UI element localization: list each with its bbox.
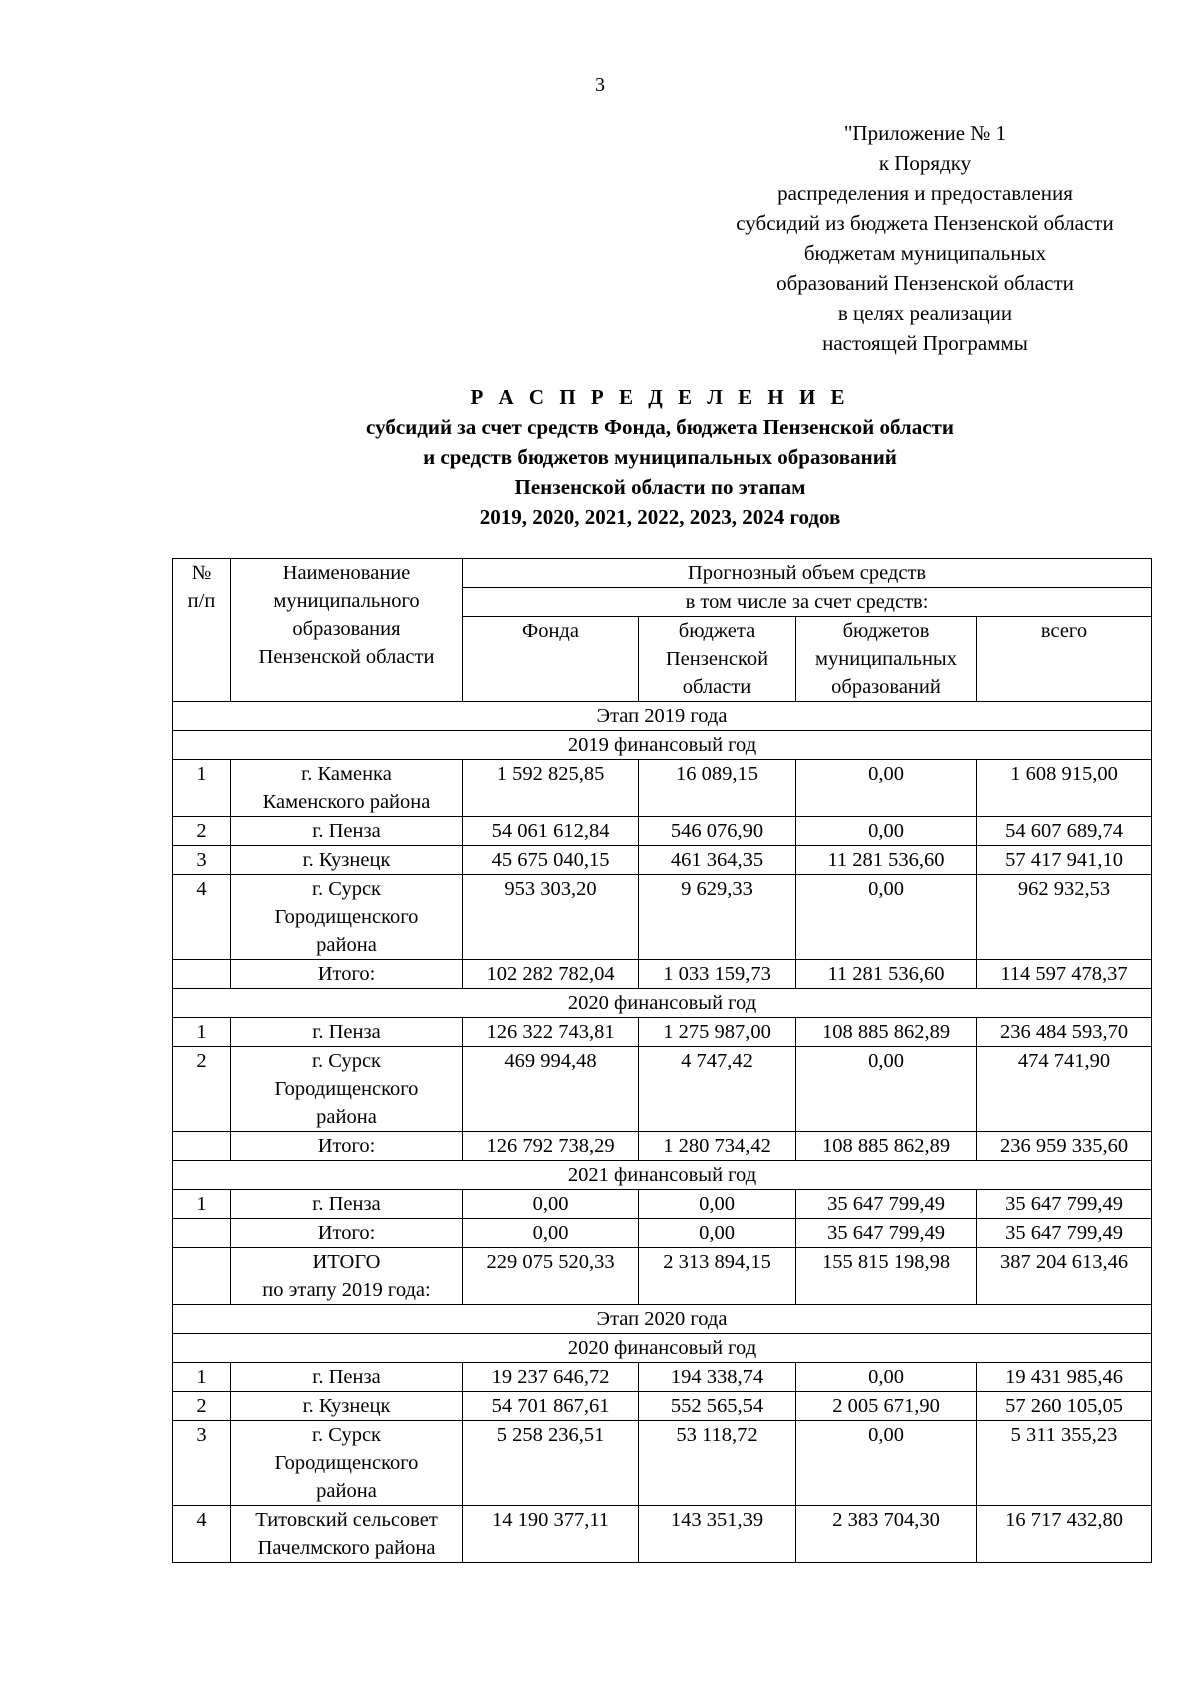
cell-fund: 126 792 738,29 — [463, 1132, 639, 1161]
municipality-name-line: района — [316, 934, 377, 956]
cell-regional: 143 351,39 — [639, 1506, 796, 1563]
cell-regional: 461 364,35 — [639, 846, 796, 875]
municipality-name-line: Каменского района — [262, 791, 431, 813]
cell-total: 236 959 335,60 — [977, 1132, 1152, 1161]
header-text: бюджетов — [842, 620, 930, 642]
municipality-name — [231, 1190, 463, 1219]
municipality-name-line: Итого: — [317, 1135, 376, 1157]
municipality-name — [231, 960, 463, 989]
municipality-name-line: г. Сурск — [311, 1050, 382, 1072]
municipality-name — [231, 1506, 463, 1563]
cell-regional: 1 275 987,00 — [639, 1018, 796, 1047]
cell-regional: 552 565,54 — [639, 1392, 796, 1421]
table-row — [173, 960, 1152, 989]
row-number: 3 — [173, 1421, 231, 1506]
municipality-name — [231, 1018, 463, 1047]
cell-municipal: 2 005 671,90 — [796, 1392, 977, 1421]
municipality-name — [231, 1363, 463, 1392]
cell-municipal: 0,00 — [796, 875, 977, 960]
cell-total: 19 431 985,46 — [977, 1363, 1152, 1392]
cell-total: 474 741,90 — [977, 1047, 1152, 1132]
cell-regional: 2 313 894,15 — [639, 1248, 796, 1305]
cell-total: 387 204 613,46 — [977, 1248, 1152, 1305]
cell-municipal: 0,00 — [796, 817, 977, 846]
municipality-name-line: г. Сурск — [311, 878, 382, 900]
municipality-name-line: района — [316, 1106, 377, 1128]
municipality-name — [231, 1132, 463, 1161]
header-regional — [639, 617, 796, 702]
cell-municipal: 11 281 536,60 — [796, 846, 977, 875]
header-text: Пензенской — [665, 648, 769, 670]
section-title: 2021 финансовый год — [173, 1161, 1152, 1190]
row-number: 2 — [173, 817, 231, 846]
appendix-block — [690, 118, 1160, 358]
municipality-name-line: Городищенского — [274, 906, 419, 928]
municipality-name — [231, 1392, 463, 1421]
row-number: 1 — [173, 1018, 231, 1047]
title-line: субсидий за счет средств Фонда, бюджета Пензенской области — [366, 415, 954, 439]
table-row — [173, 1018, 1152, 1047]
table-row — [173, 1190, 1152, 1219]
row-number: 4 — [173, 1506, 231, 1563]
row-number: 1 — [173, 1190, 231, 1219]
cell-total: 57 417 941,10 — [977, 846, 1152, 875]
cell-municipal: 155 815 198,98 — [796, 1248, 977, 1305]
cell-regional: 0,00 — [639, 1219, 796, 1248]
cell-total: 5 311 355,23 — [977, 1421, 1152, 1506]
municipality-name-line: г. Сурск — [311, 1424, 382, 1446]
row-number — [173, 1248, 231, 1305]
section-title: 2020 финансовый год — [173, 1334, 1152, 1363]
cell-regional: 53 118,72 — [639, 1421, 796, 1506]
appendix-line: бюджетам муниципальных — [803, 241, 1047, 265]
cell-regional: 16 089,15 — [639, 760, 796, 817]
cell-municipal: 108 885 862,89 — [796, 1132, 977, 1161]
row-number: 1 — [173, 760, 231, 817]
cell-fund: 54 701 867,61 — [463, 1392, 639, 1421]
header-text: Пензенской области — [258, 646, 435, 668]
cell-fund: 19 237 646,72 — [463, 1363, 639, 1392]
header-text: муниципальных — [815, 648, 957, 670]
table-row — [173, 817, 1152, 846]
municipality-name — [231, 1047, 463, 1132]
municipality-name-line: Пачелмского района — [257, 1537, 436, 1559]
cell-regional: 9 629,33 — [639, 875, 796, 960]
header-text: п/п — [187, 590, 216, 612]
header-name — [231, 559, 463, 702]
table-row — [173, 1363, 1152, 1392]
cell-total: 16 717 432,80 — [977, 1506, 1152, 1563]
page-number: 3 — [595, 74, 605, 96]
municipality-name — [231, 1219, 463, 1248]
cell-fund: 102 282 782,04 — [463, 960, 639, 989]
cell-fund: 126 322 743,81 — [463, 1018, 639, 1047]
header-text: бюджета — [678, 620, 756, 642]
row-number: 2 — [173, 1047, 231, 1132]
municipality-name — [231, 760, 463, 817]
section-title: 2019 финансовый год — [173, 731, 1152, 760]
table-row — [173, 1132, 1152, 1161]
cell-municipal: 35 647 799,49 — [796, 1219, 977, 1248]
cell-total: 114 597 478,37 — [977, 960, 1152, 989]
municipality-name — [231, 817, 463, 846]
row-number: 4 — [173, 875, 231, 960]
appendix-line: распределения и предоставления — [777, 181, 1073, 205]
cell-municipal: 0,00 — [796, 760, 977, 817]
municipality-name-line: Итого: — [317, 963, 376, 985]
cell-fund: 229 075 520,33 — [463, 1248, 639, 1305]
cell-total: 57 260 105,05 — [977, 1392, 1152, 1421]
cell-total: 54 607 689,74 — [977, 817, 1152, 846]
cell-total: 1 608 915,00 — [977, 760, 1152, 817]
row-number: 1 — [173, 1363, 231, 1392]
header-forecast: Прогнозный объем средств — [463, 559, 1152, 588]
municipality-name-line: Городищенского — [274, 1078, 419, 1100]
section-title: Этап 2019 года — [173, 702, 1152, 731]
municipality-name-line: Городищенского — [274, 1452, 419, 1474]
municipality-name-line: г. Пенза — [312, 1021, 381, 1043]
title-line: Пензенской области по этапам — [514, 475, 806, 499]
appendix-line: "Приложение № 1 — [843, 121, 1007, 145]
cell-total: 35 647 799,49 — [977, 1219, 1152, 1248]
municipality-name-line: г. Пенза — [312, 1366, 381, 1388]
appendix-line: настоящей Программы — [822, 331, 1028, 355]
header-fund: Фонда — [463, 617, 639, 702]
municipality-name-line: ИТОГО — [312, 1251, 381, 1273]
municipality-name — [231, 846, 463, 875]
appendix-line: образований Пензенской области — [776, 271, 1074, 295]
cell-fund: 953 303,20 — [463, 875, 639, 960]
cell-regional: 4 747,42 — [639, 1047, 796, 1132]
header-num — [173, 559, 231, 702]
cell-total: 236 484 593,70 — [977, 1018, 1152, 1047]
municipality-name-line: района — [316, 1480, 377, 1502]
cell-municipal: 2 383 704,30 — [796, 1506, 977, 1563]
municipality-name — [231, 1248, 463, 1305]
section-row — [173, 1334, 1152, 1363]
header-text: муниципального — [273, 590, 420, 612]
municipality-name-line: по этапу 2019 года: — [262, 1279, 431, 1301]
cell-municipal: 11 281 536,60 — [796, 960, 977, 989]
row-number: 3 — [173, 846, 231, 875]
row-number: 2 — [173, 1392, 231, 1421]
cell-fund: 469 994,48 — [463, 1047, 639, 1132]
municipality-name-line: Итого: — [317, 1222, 376, 1244]
cell-municipal: 35 647 799,49 — [796, 1190, 977, 1219]
cell-fund: 5 258 236,51 — [463, 1421, 639, 1506]
table-body — [173, 559, 1152, 1563]
cell-total: 35 647 799,49 — [977, 1190, 1152, 1219]
section-row — [173, 1305, 1152, 1334]
cell-regional: 1 033 159,73 — [639, 960, 796, 989]
municipality-name-line: г. Пенза — [312, 820, 381, 842]
municipality-name — [231, 875, 463, 960]
cell-municipal: 0,00 — [796, 1363, 977, 1392]
cell-regional: 546 076,90 — [639, 817, 796, 846]
table-row — [173, 1219, 1152, 1248]
cell-fund: 45 675 040,15 — [463, 846, 639, 875]
table-row — [173, 846, 1152, 875]
cell-fund: 14 190 377,11 — [463, 1506, 639, 1563]
header-text: области — [682, 676, 752, 698]
row-number — [173, 960, 231, 989]
table-row — [173, 1392, 1152, 1421]
section-row — [173, 702, 1152, 731]
title-line: и средств бюджетов муниципальных образований — [423, 445, 897, 469]
cell-municipal: 0,00 — [796, 1047, 977, 1132]
table-row — [173, 760, 1152, 817]
cell-fund: 54 061 612,84 — [463, 817, 639, 846]
cell-regional: 194 338,74 — [639, 1363, 796, 1392]
table-row — [173, 1248, 1152, 1305]
cell-total: 962 932,53 — [977, 875, 1152, 960]
municipality-name-line: г. Кузнецк — [302, 1395, 391, 1417]
municipality-name-line: г. Кузнецк — [302, 849, 391, 871]
appendix-line: субсидий из бюджета Пензенской области — [736, 211, 1114, 235]
header-municipal — [796, 617, 977, 702]
section-title: 2020 финансовый год — [173, 989, 1152, 1018]
cell-fund: 0,00 — [463, 1219, 639, 1248]
row-number — [173, 1132, 231, 1161]
title-line: 2019, 2020, 2021, 2022, 2023, 2024 годов — [479, 505, 841, 529]
row-number — [173, 1219, 231, 1248]
cell-fund: 0,00 — [463, 1190, 639, 1219]
header-total: всего — [977, 617, 1152, 702]
table-row — [173, 875, 1152, 960]
section-title: Этап 2020 года — [173, 1305, 1152, 1334]
municipality-name-line: г. Пенза — [312, 1193, 381, 1215]
municipality-name-line: г. Каменка — [301, 763, 392, 785]
title-heading: Р А С П Р Е Д Е Л Е Н И Е — [470, 385, 850, 409]
header-text: Наименование — [282, 562, 411, 584]
header-including: в том числе за счет средств: — [463, 588, 1152, 617]
table-row — [173, 1047, 1152, 1132]
appendix-line: к Порядку — [878, 151, 972, 175]
document-title — [170, 382, 1150, 532]
section-row — [173, 731, 1152, 760]
table-row — [173, 1506, 1152, 1563]
header-text: № — [191, 562, 212, 584]
header-text: образований — [831, 676, 941, 698]
cell-municipal: 0,00 — [796, 1421, 977, 1506]
section-row — [173, 1161, 1152, 1190]
section-row — [173, 989, 1152, 1018]
cell-municipal: 108 885 862,89 — [796, 1018, 977, 1047]
header-text: образования — [292, 618, 401, 640]
header-row — [173, 559, 1152, 588]
cell-regional: 0,00 — [639, 1190, 796, 1219]
municipality-name-line: Титовский сельсовет — [255, 1509, 438, 1531]
table-row — [173, 1421, 1152, 1506]
municipality-name — [231, 1421, 463, 1506]
appendix-line: в целях реализации — [837, 301, 1013, 325]
cell-regional: 1 280 734,42 — [639, 1132, 796, 1161]
distribution-table — [172, 558, 1152, 1563]
cell-fund: 1 592 825,85 — [463, 760, 639, 817]
